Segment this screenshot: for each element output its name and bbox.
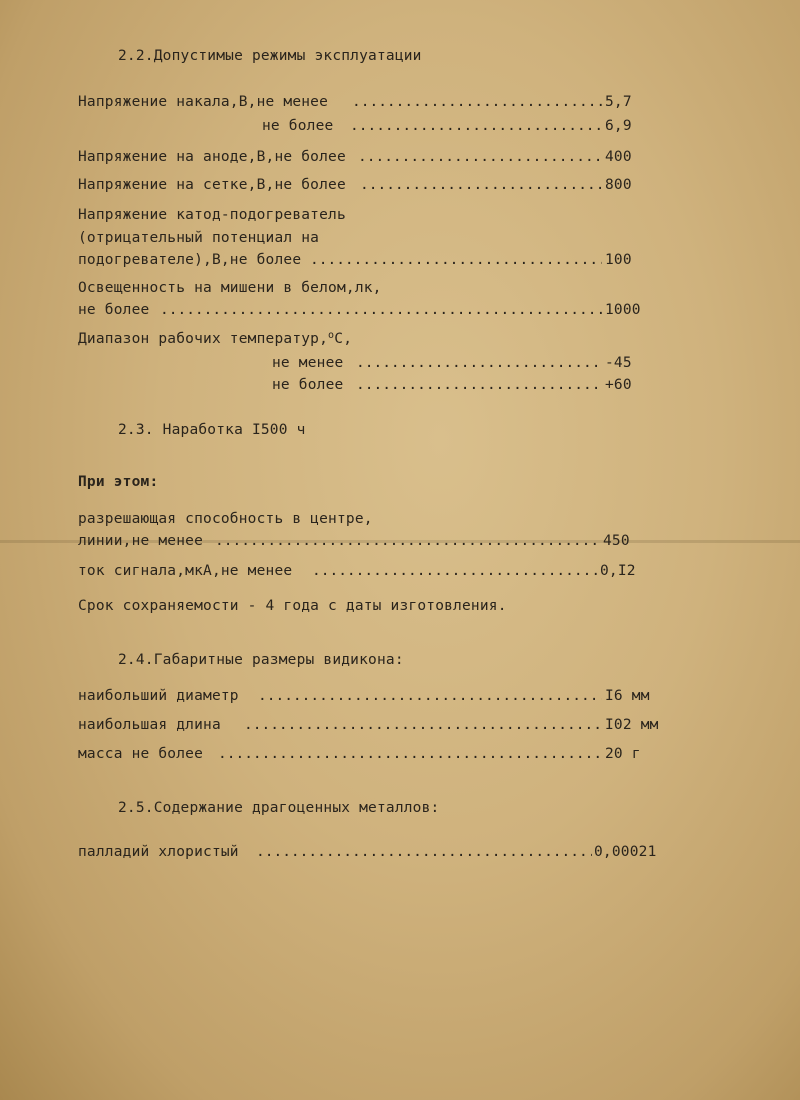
with-this-label: При этом: [78,474,159,490]
max-length-value: I02 мм [605,717,659,733]
cathode-heater-value: 100 [605,252,632,268]
temperature-unit: С, [334,331,353,347]
temperature-max-label: не более [272,377,344,393]
section-2-3-heading: 2.3. Наработка I500 ч [118,422,306,438]
leader-dots [310,251,602,269]
leader-dots [244,716,602,734]
leader-dots [352,93,602,111]
palladium-value: 0,00021 [594,844,657,860]
leader-dots [358,148,602,166]
temperature-range-label [78,330,352,348]
leader-dots [360,176,602,194]
illumination-value: 1000 [605,302,641,318]
temperature-min-label: не менее [272,355,344,371]
anode-voltage-label: Напряжение на аноде,В,не более [78,149,346,165]
leader-dots [312,562,598,580]
palladium-label: палладий хлористый [78,844,239,860]
temperature-range-prefix: Диапазон рабочих температур, [78,331,329,347]
max-diameter-value: I6 мм [605,688,650,704]
filament-voltage-min: 5,7 [605,94,632,110]
mass-value: 20 г [605,746,641,762]
max-diameter-label: наибольший диаметр [78,688,239,704]
leader-dots [356,354,602,372]
mass-label: масса не более [78,746,204,762]
grid-voltage-value: 800 [605,177,632,193]
signal-current-label: ток сигнала,мкА,не менее [78,563,293,579]
resolution-label-2: линии,не менее [78,533,204,549]
cathode-heater-label-2: (отрицательный потенциал на [78,230,320,246]
resolution-label-1: разрешающая способность в центре, [78,511,373,527]
grid-voltage-label: Напряжение на сетке,В,не более [78,177,346,193]
filament-voltage-max: 6,9 [605,118,632,134]
leader-dots [218,745,602,763]
max-length-label: наибольшая длина [78,717,221,733]
leader-dots [258,687,602,705]
leader-dots [350,117,602,135]
section-2-4-heading: 2.4.Габаритные размеры видикона: [118,652,404,668]
anode-voltage-value: 400 [605,149,632,165]
degree-sign: о [328,330,335,341]
illumination-label-2: не более [78,302,150,318]
cathode-heater-label-1: Напряжение катод-подогреватель [78,207,346,223]
temperature-max-value: +60 [605,377,632,393]
temperature-min-value: -45 [605,355,632,371]
illumination-label-1: Освещенность на мишени в белом,лк, [78,280,382,296]
leader-dots [356,376,602,394]
signal-current-value: 0,I2 [600,563,636,579]
resolution-value: 450 [603,533,630,549]
leader-dots [256,843,592,861]
section-2-5-heading: 2.5.Содержание драгоценных металлов: [118,800,440,816]
leader-dots [160,301,602,319]
cathode-heater-label-3: подогревателе),В,не более [78,252,302,268]
leader-dots [215,532,600,550]
storage-life-text: Срок сохраняемости - 4 года с даты изготовления. [78,598,507,614]
filament-voltage-max-label: не более [262,118,334,134]
filament-voltage-label: Напряжение накала,В,не менее [78,94,329,110]
section-2-2-heading: 2.2.Допустимые режимы эксплуатации [118,48,422,64]
